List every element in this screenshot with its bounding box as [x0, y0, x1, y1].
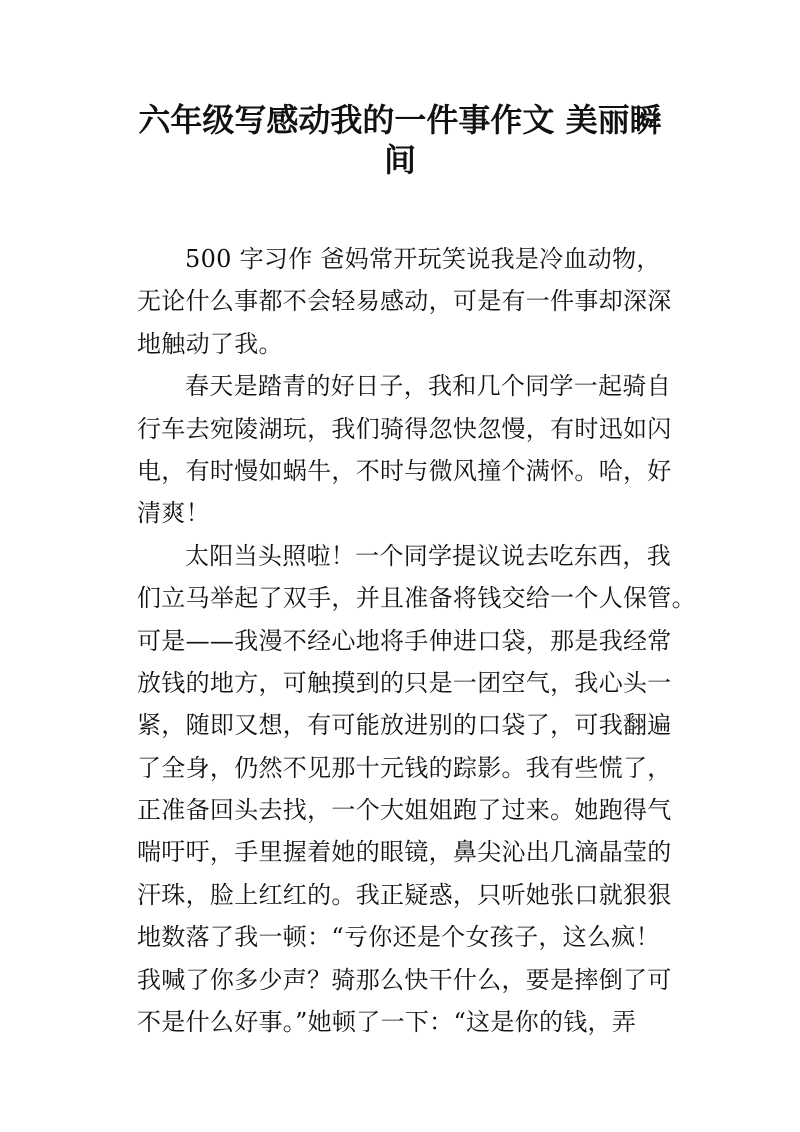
paragraph-line: 清爽！ [137, 499, 210, 528]
paragraph-line: 500 字习作 爸妈常开玩笑说我是冷血动物， [185, 245, 661, 273]
paragraph-line: 地数落了我一顿：“亏你还是个女孩子，这么疯！ [137, 923, 660, 952]
paragraph-line: 放钱的地方，可触摸到的只是一团空气，我心头一 [137, 668, 672, 697]
paragraph-line: 地触动了我。 [137, 329, 283, 358]
paragraph-line: 春天是踏青的好日子，我和几个同学一起骑自 [185, 372, 671, 401]
paragraph-line: 电，有时慢如蜗牛，不时与微风撞个满怀。哈，好 [137, 456, 672, 485]
title-line: 间 [383, 141, 416, 179]
paragraph-line: 汗珠，脸上红红的。我正疑惑，只听她张口就狠狠 [137, 880, 672, 909]
paragraph-line: 可是——我漫不经心地将手伸进口袋，那是我经常 [137, 626, 672, 655]
paragraph-line: 无论什么事都不会轻易感动，可是有一件事却深深 [137, 287, 672, 316]
paragraph-line: 喘吁吁，手里握着她的眼镜，鼻尖沁出几滴晶莹的 [137, 838, 672, 867]
title-line: 六年级写感动我的一件事作文 美丽瞬 [138, 101, 662, 139]
document-title [120, 100, 680, 180]
paragraph-line: 正准备回头去找，一个大姐姐跑了过来。她跑得气 [137, 796, 672, 825]
paragraph-line: 行车去宛陵湖玩，我们骑得忽快忽慢，有时迅如闪 [137, 414, 672, 443]
paragraph-line: 们立马举起了双手，并且准备将钱交给一个人保管。 [137, 584, 696, 613]
paragraph-line: 了全身，仍然不见那十元钱的踪影。我有些慌了， [137, 753, 672, 782]
paragraph-line: 不是什么好事。”她顿了一下：“这是你的钱，弄 [137, 1008, 637, 1037]
document-body [137, 238, 697, 1043]
paragraph-line: 紧，随即又想，有可能放进别的口袋了，可我翻遍 [137, 711, 672, 740]
paragraph-line: 我喊了你多少声？骑那么快干什么，要是摔倒了可 [137, 965, 672, 994]
paragraph-line: 太阳当头照啦！一个同学提议说去吃东西，我 [185, 541, 671, 570]
